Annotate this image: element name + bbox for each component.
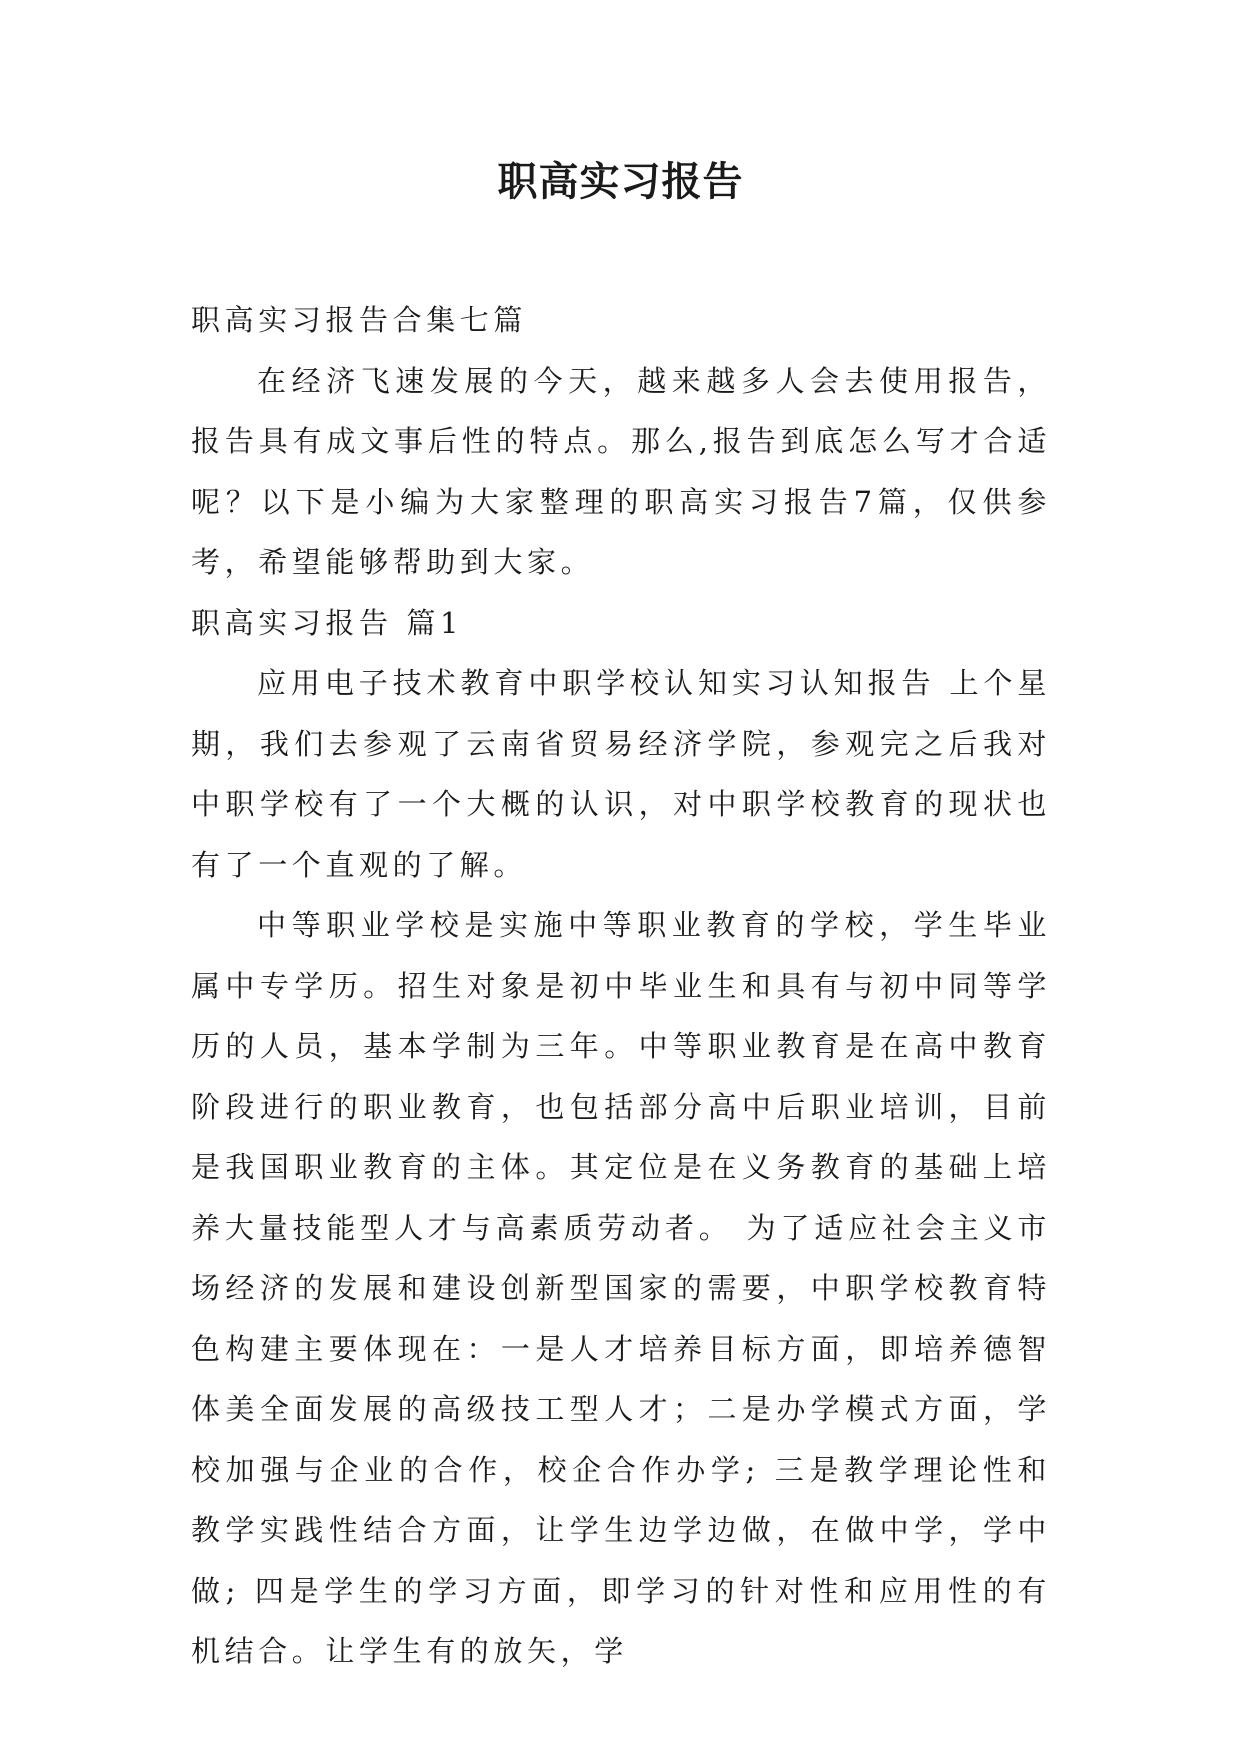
body-paragraph-1: 应用电子技术教育中职学校认知实习认知报告 上个星期，我们去参观了云南省贸易经济学院，参观完之后我对中职学校有了一个大概的认识，对中职学校教育的现状也有了一个直观的了解。	[191, 666, 1051, 882]
document-body	[191, 290, 1051, 1682]
collection-subtitle: 职高实习报告合集七篇	[191, 303, 528, 337]
intro-paragraph: 在经济飞速发展的今天，越来越多人会去使用报告，报告具有成文事后性的特点。那么,报告到底怎么写才合适呢？以下是小编为大家整理的职高实习报告7篇，仅供参考，希望能够帮助到大家。	[191, 363, 1051, 579]
section-heading: 职高实习报告 篇1	[191, 605, 464, 640]
document-title: 职高实习报告	[497, 158, 744, 205]
body-paragraph-2: 中等职业学校是实施中等职业教育的学校，学生毕业属中专学历。招生对象是初中毕业生和具有与初中同等学历的人员，基本学制为三年。中等职业教育是在高中教育阶段进行的职业教育，也包括部分高中后职业培训，目前是我国职业教育的主体。其定位是在义务教育的基础上培养大量技能型人才与高素质劳动者。 为了适应社会主义市场经济的发展和建设创新型国家的需要，中职学校教育特色构建主要体现在：一是人才培养目标方面，即培养德智体美全面发展的高级技工型人才；二是办学模式方面，学校加强与企业的合作，校企合作办学; 三是教学理论性和教学实践性结合方面，让学生边学边做，在做中学，学中做; 四是学生的学习方面，即学习的针对性和应用性的有机结合。让学生有的放矢，学	[191, 908, 1051, 1668]
